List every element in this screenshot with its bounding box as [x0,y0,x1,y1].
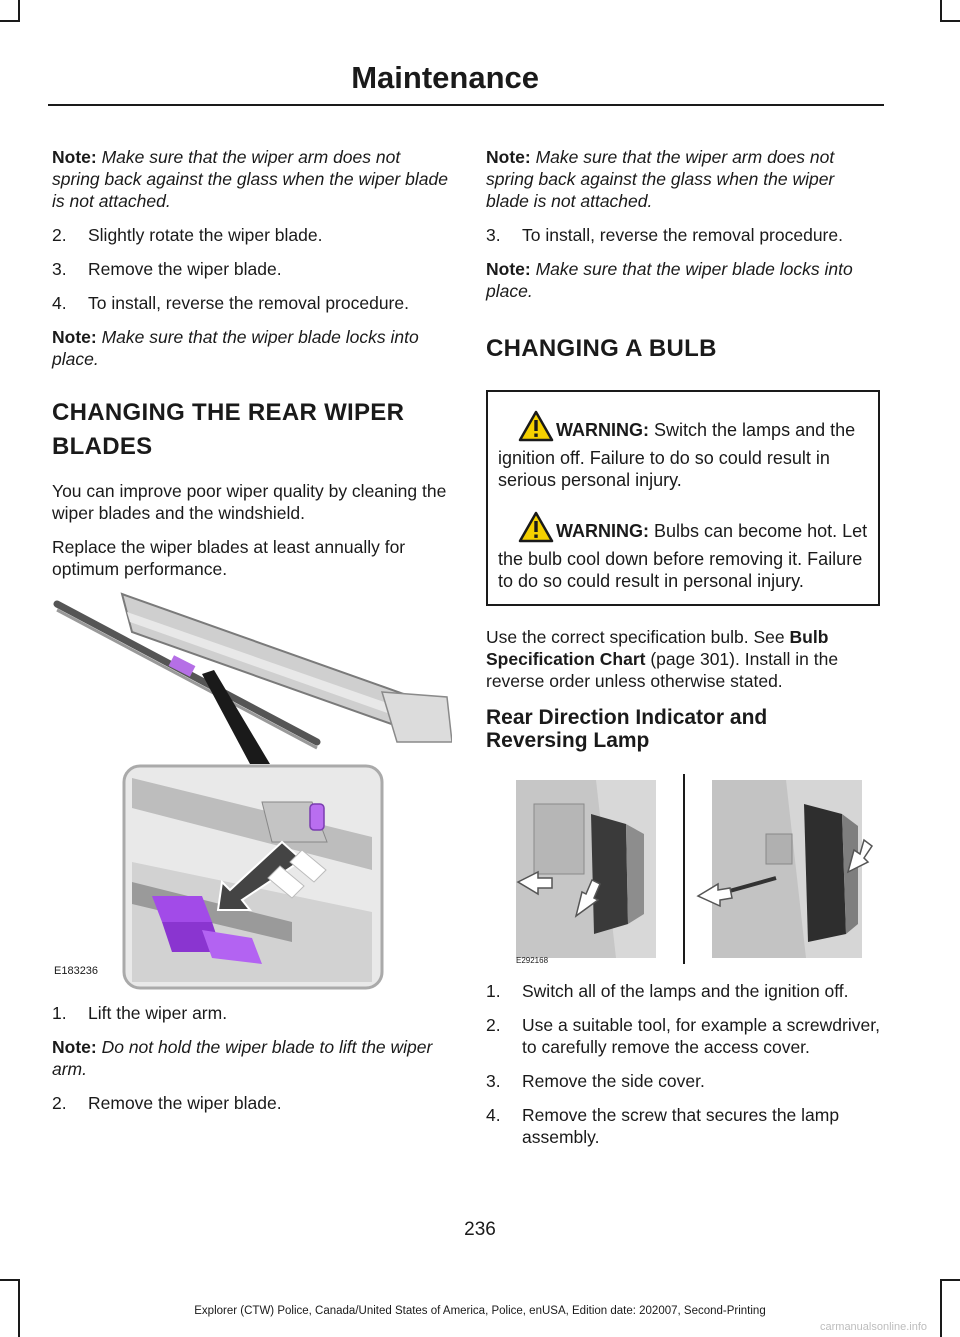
left-column [52,146,449,1126]
warning-box [486,390,880,606]
figure-id: E292168 [516,956,549,965]
page-number: 236 [464,1219,496,1240]
warning-triangle-icon [518,511,554,548]
bulb-spec-link[interactable]: Bulb Specification Chart [486,627,829,669]
crop-mark [18,0,20,22]
subsection-heading: Rear Direction Indicator and Reversing Lamp [486,706,768,752]
crop-mark [940,0,942,22]
list-item: 1. Lift the wiper arm. [52,1003,228,1023]
list-item: 2. Remove the wiper blade. [52,1093,282,1113]
warning: WARNING: Switch the lamps and the ignition off. Failure to do so could result in serious personal injury. [498,410,870,491]
edition-info: Explorer (CTW) Police, Canada/United States of America, Police, enUSA, Edition date: 202007, Second-Printing [194,1305,766,1317]
section-heading: CHANGING A BULB [486,335,717,362]
crop-mark [0,1279,20,1281]
wiper-blade-illustration [52,592,452,990]
note: Note: Make sure that the wiper blade locks into place. [52,327,419,369]
paragraph: Use the correct specification bulb. See Bulb Specification Chart (page 301). Install in the reverse order unless otherwise stated. [486,627,839,691]
list-item: 1. Switch all of the lamps and the ignition off. [486,981,849,1001]
wiper-blade-figure [52,592,452,990]
section-heading: CHANGING THE REAR WIPER BLADES [52,399,405,460]
list-item: 4. Remove the screw that secures the lamp assembly. [486,1105,840,1147]
watermark: carmanualsonline.info [820,1321,928,1333]
note: Note: Make sure that the wiper blade locks into place. [486,259,853,301]
crop-mark [0,20,20,22]
header-rule [48,104,884,106]
note: Note: Make sure that the wiper arm does not spring back against the glass when the wiper blade is not attached. [486,147,835,211]
right-column [486,146,880,1160]
note: Note: Make sure that the wiper arm does not spring back against the glass when the wiper blade is not attached. [52,147,448,211]
list-item: 3. Remove the side cover. [486,1071,705,1091]
list-item: 3. To install, reverse the removal procedure. [486,225,843,245]
paragraph: You can improve poor wiper quality by cleaning the wiper blades and the windshield. [52,481,447,523]
list-item: 2. Use a suitable tool, for example a screwdriver, to carefully remove the access cover. [486,1015,880,1057]
warning-triangle-icon [518,410,554,447]
list-item: 4. To install, reverse the removal procedure. [52,293,409,313]
warning: WARNING: Bulbs can become hot. Let the bulb cool down before removing it. Failure to do so could result in personal injury. [498,511,870,592]
paragraph: Replace the wiper blades at least annually for optimum performance. [52,537,406,579]
figure-id: E183236 [54,965,99,977]
rear-lamp-figure [486,774,880,964]
page-title: Maintenance [351,60,539,95]
rear-lamp-illustration [486,774,880,964]
list-item: 2. Slightly rotate the wiper blade. [52,225,323,245]
note: Note: Do not hold the wiper blade to lift the wiper arm. [52,1037,433,1079]
crop-mark [940,20,960,22]
list-item: 3. Remove the wiper blade. [52,259,282,279]
crop-mark [940,1279,960,1281]
